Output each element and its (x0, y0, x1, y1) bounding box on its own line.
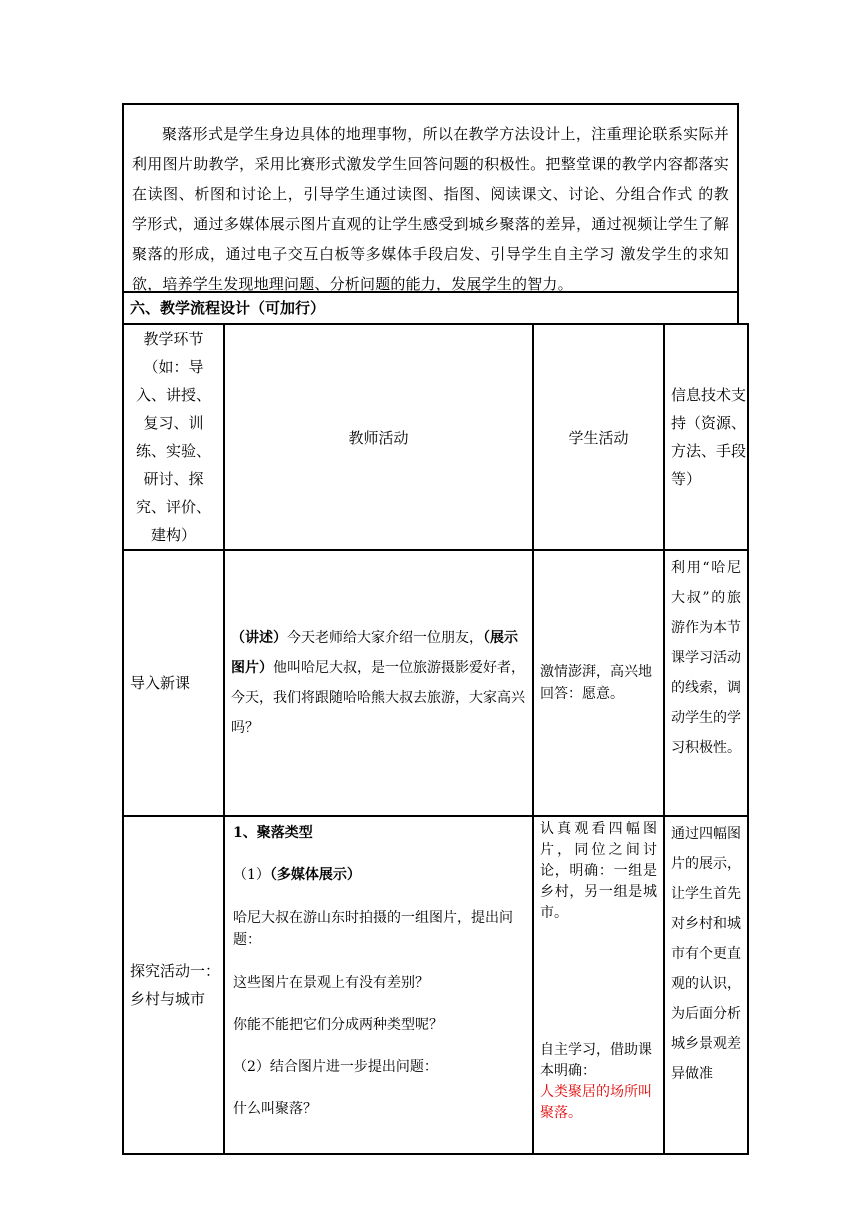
intro-paragraph: 聚落形式是学生身边具体的地理事物，所以在教学方法设计上，注重理论联系实际并利用图片助教学，采用比赛形式激发学生回答问题的积极性。把整堂课的教学内容都落实在读图、析图和讨论上，引导学生通过读图、指图、阅读课文、讨论、分组合作式 的教学形式，通过多媒体展示图片直观的让学生感受到城乡聚落的差异，通过视频让学生了解聚落的形成，通过电子交互白板等多媒体手段启发、引导学生自主学习 激发学生的求知欲，培养学生发现地理问题、分析问题的能力，发展学生的智力。 (122, 103, 739, 293)
row2-teacher-line1: 哈尼大叔在游山东时拍摄的一组图片，提出问题： (233, 910, 513, 948)
table-row (123, 816, 748, 1154)
row1-teacher-bold1: （讲述） (231, 630, 287, 646)
row2-teacher (224, 816, 533, 1154)
row2-teacher-line5: 什么叫聚落？ (233, 1101, 317, 1117)
row1-teacher (224, 550, 533, 816)
section-title: 六、教学流程设计（可加行） (122, 293, 739, 325)
table-header-row (123, 324, 748, 550)
header-student: 学生活动 (533, 324, 664, 550)
row2-teacher-line2: 这些图片在景观上有没有差别？ (233, 975, 429, 991)
row2-info: 通过四幅图片的展示，让学生首先对乡村和城市有个更直观的认识，为后面分析城乡景观差异做准 (664, 816, 748, 1154)
row2-teacher-line4: （2）结合图片进一步提出问题： (233, 1059, 438, 1075)
row1-stage: 导入新课 (123, 550, 224, 816)
header-info: 信息技术支持（资源、方法、手段等） (664, 324, 748, 550)
table-row (123, 550, 748, 816)
row2-student-red: 人类聚居的场所叫聚落。 (540, 1084, 652, 1121)
row2-step1-prefix: （1） (233, 867, 270, 883)
row1-teacher-bold2: （展示图片） (231, 630, 518, 676)
row2-stage: 探究活动一：乡村与城市 (123, 816, 224, 1154)
row2-student-part1: 认真观看四幅图片，同位之间讨论，明确：一组是乡村，另一组是城市。 (540, 821, 657, 921)
row2-teacher-heading: 1、聚落类型 (233, 825, 313, 841)
header-teacher: 教师活动 (224, 324, 533, 550)
row2-student (533, 816, 664, 1154)
document-frame (122, 103, 747, 1155)
row1-teacher-text1: 今天老师给大家介绍一位朋友， (287, 630, 483, 646)
row2-teacher-line3: 你能不能把它们分成两种类型呢？ (233, 1017, 443, 1033)
teaching-flow-table (122, 323, 749, 1155)
row1-info: 利用“哈尼大叔”的旅游作为本节课学习活动的线索，调动学生的学习积极性。 (664, 550, 748, 816)
row1-teacher-text2: 他叫哈尼大叔，是一位旅游摄影爱好者，今天，我们将跟随哈哈熊大叔去旅游，大家高兴吗？ (231, 660, 525, 736)
row1-student: 激情澎湃，高兴地回答：愿意。 (533, 550, 664, 816)
header-stage: 教学环节（如：导入、讲授、复习、训练、实验、研讨、探究、评价、建构） (123, 324, 224, 550)
row2-step1-bold: （多媒体展示） (269, 867, 361, 883)
row2-student-part2: 自主学习，借助课本明确： (540, 1042, 652, 1079)
